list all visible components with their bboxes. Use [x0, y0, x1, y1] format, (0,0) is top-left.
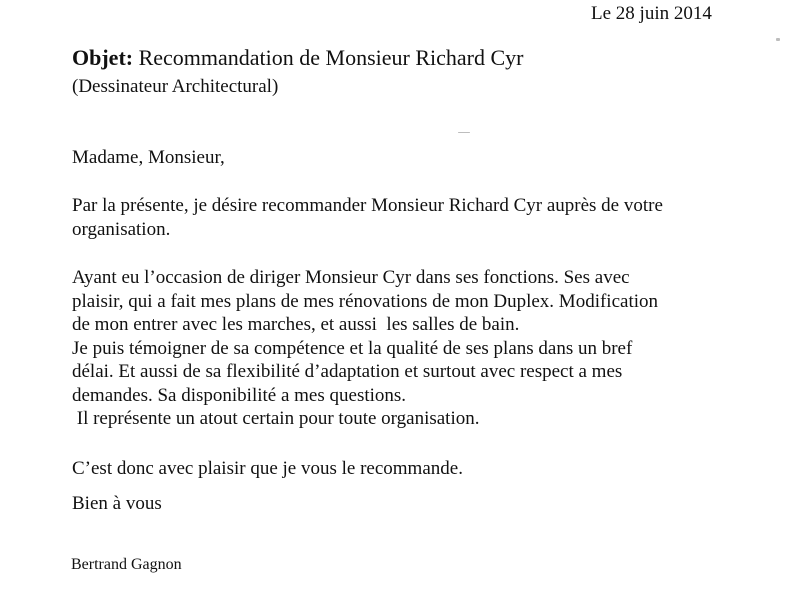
paragraph-line: organisation.: [72, 218, 171, 240]
closing-line: Bien à vous: [72, 493, 162, 514]
scan-speck: [776, 38, 780, 41]
paragraph-line: délai. Et aussi de sa flexibilité d’adaptation et surtout avec respect a mes: [72, 361, 623, 382]
paragraph-line: Il représente un atout certain pour toute organisation.: [72, 408, 480, 429]
paragraph-line: Je puis témoigner de sa compétence et la qualité de ses plans dans un bref: [72, 337, 633, 359]
paragraph-line: Ayant eu l’occasion de diriger Monsieur Cyr dans ses fonctions. Ses avec: [72, 267, 630, 288]
subject-label: Objet:: [72, 45, 134, 70]
scan-speck: [458, 132, 470, 133]
paragraph-line: de mon entrer avec les marches, et aussi les salles de bain.: [72, 314, 520, 335]
salutation: Madame, Monsieur,: [72, 147, 225, 168]
signature-name: Bertrand Gagnon: [71, 556, 182, 573]
paragraph-conclusion: C’est donc avec plaisir que je vous le recommande.: [72, 458, 463, 479]
subject-subtitle: (Dessinateur Architectural): [72, 76, 279, 97]
subject-line: [72, 45, 524, 71]
paragraph-experience: [72, 266, 658, 431]
paragraph-line: Par la présente, je désire recommander Monsieur Richard Cyr auprès de votre: [72, 195, 663, 216]
letter-date: Le 28 juin 2014: [591, 3, 712, 24]
subject-text: Recommandation de Monsieur Richard Cyr: [138, 45, 524, 70]
paragraph-line: plaisir, qui a fait mes plans de mes rénovations de mon Duplex. Modification: [72, 290, 659, 312]
paragraph-introduction: [72, 194, 663, 241]
paragraph-line: demandes. Sa disponibilité a mes questions.: [72, 384, 407, 406]
